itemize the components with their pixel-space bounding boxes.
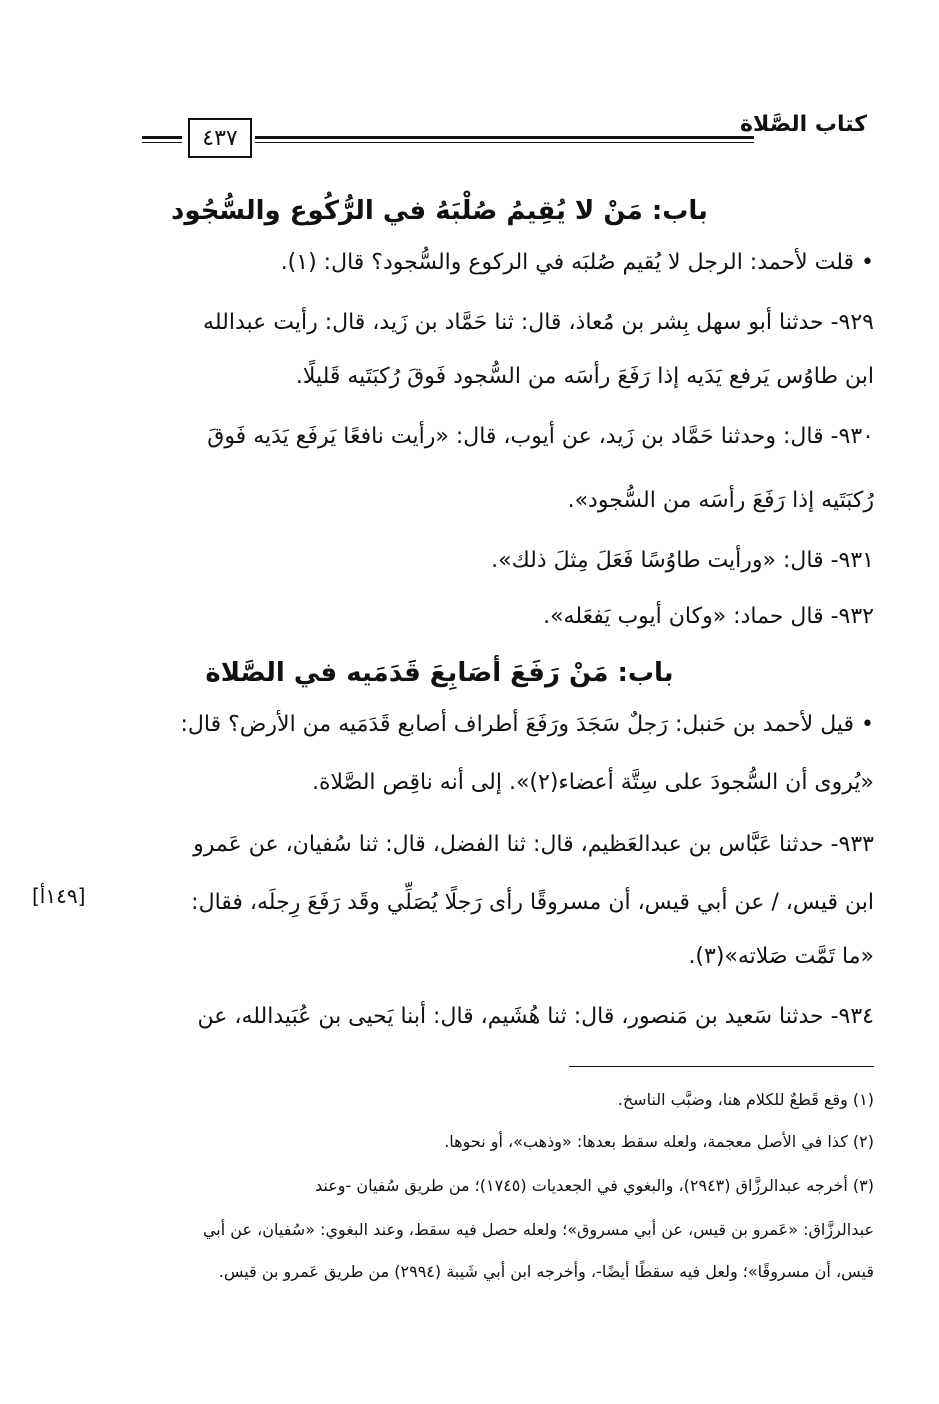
footnote-line: (٣) أخرجه عبدالرزَّاق (٢٩٤٣)، والبغوي في الجعديات (١٧٤٥)؛ من طريق سُفيان -وعند (314, 1176, 874, 1195)
manuscript-folio-ref: [١٤٩أ] (32, 884, 86, 908)
paragraph-line: «ما تَمَّت صَلاته»(٣). (688, 944, 874, 969)
chapter-heading-1: باب: مَنْ لا يُقِيمُ صُلْبَهُ في الرُّكُوع والسُّجُود (171, 196, 708, 226)
header-rule (255, 136, 754, 143)
paragraph-line: ابن طاوُس يَرفع يَدَيه إذا رَفَعَ رأسَه من السُّجود فَوقَ رُكبَتَيه قَليلًا. (295, 364, 874, 389)
paragraph-line: ٩٣٣- حدثنا عَبَّاس بن عبدالعَظيم، قال: ثنا الفضل، قال: ثنا سُفيان، عن عَمرو (193, 832, 874, 857)
paragraph-line: «يُروى أن السُّجودَ على سِتَّة أعضاء(٢)». إلى أنه ناقِص الصَّلاة. (311, 770, 874, 795)
running-title: كتاب الصَّلاة (740, 112, 867, 137)
footnote-line: قيس، أن مسروقًا»؛ ولعل فيه سقطًا أيضًا-، وأخرجه ابن أبي شَيبة (٢٩٩٤) من طريق عَمرو بن قيس. (218, 1262, 874, 1281)
paragraph-line: ٩٣٢- قال حماد: «وكان أيوب يَفعَله». (543, 604, 874, 629)
footnote-line: (٢) كذا في الأصل معجمة، ولعله سقط بعدها: «وذهب»، أو نحوها. (444, 1132, 874, 1151)
footnote-separator (569, 1066, 874, 1067)
page-number: ٤٣٧ (188, 118, 252, 158)
paragraph-line: رُكبَتَيه إذا رَفَعَ رأسَه من السُّجود». (567, 488, 874, 513)
chapter-heading-2: باب: مَنْ رَفَعَ أصَابِعَ قَدَمَيه في الصَّلاة (205, 658, 674, 688)
paragraph-line: • قيل لأحمد بن حَنبل: رَجلٌ سَجَدَ ورَفَعَ أطراف أصابع قَدَمَيه من الأرض؟ قال: (180, 712, 874, 737)
paragraph-line: ابن قيس، / عن أبي قيس، أن مسروقًا رأى رَجلًا يُصَلِّي وقَد رَفَعَ رِجلَه، فقال: (191, 890, 874, 915)
footnote-line: عبدالرزَّاق: «عَمرو بن قيس، عن أبي مسروق»؛ ولعله حصل فيه سقط، وعند البغوي: «سُفيان، عن أبي (202, 1220, 874, 1239)
paragraph-line: ٩٣٤- حدثنا سَعيد بن مَنصور، قال: ثنا هُشَيم، قال: أبنا يَحيى بن عُبَيدالله، عن (197, 1004, 874, 1029)
paragraph-line: • قلت لأحمد: الرجل لا يُقيم صُلبَه في الركوع والسُّجود؟ قال: (١). (280, 250, 874, 275)
header-rule-left (142, 136, 182, 143)
paragraph-line: ٩٣١- قال: «ورأيت طاوُسًا فَعَلَ مِثلَ ذلك». (491, 548, 874, 573)
paragraph-line: ٩٢٩- حدثنا أبو سهل بِشر بن مُعاذ، قال: ثنا حَمَّاد بن زَيد، قال: رأيت عبدالله (203, 310, 874, 335)
footnote-line: (١) وقع قَطعٌ للكلام هنا، وضبَّب الناسخ. (617, 1090, 874, 1109)
paragraph-line: ٩٣٠- قال: وحدثنا حَمَّاد بن زَيد، عن أيوب، قال: «رأيت نافعًا يَرفَع يَدَيه فَوقَ (207, 424, 874, 449)
